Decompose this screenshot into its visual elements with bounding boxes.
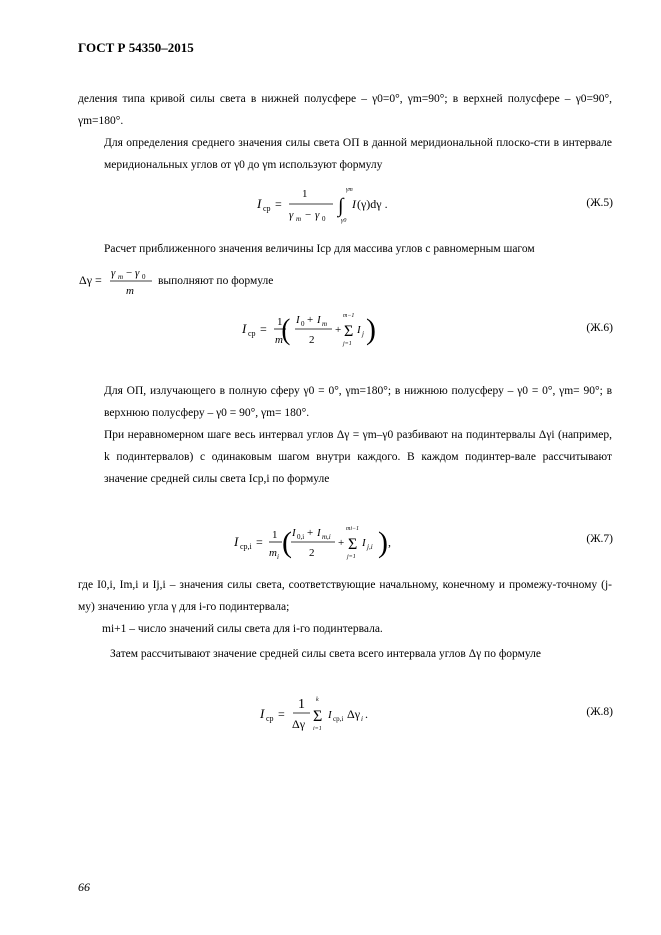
svg-text:i=1: i=1 xyxy=(313,726,322,732)
formula-delta-gamma xyxy=(78,262,158,298)
svg-text:0: 0 xyxy=(322,215,326,223)
svg-text:γ: γ xyxy=(111,267,116,279)
svg-text:ср,i: ср,i xyxy=(240,542,252,551)
svg-text:I: I xyxy=(296,314,300,326)
paragraph-1: деления типа кривой силы света в нижней полусфере – γ0=0°, γm=90°; в верхней полусфере – γ0=90°, γm=180°. xyxy=(78,93,612,127)
svg-text:ср: ср xyxy=(266,714,274,723)
svg-text:I: I xyxy=(234,534,239,549)
svg-text:): ) xyxy=(378,526,388,559)
svg-text:=: = xyxy=(256,535,263,549)
svg-text:=: = xyxy=(260,322,267,336)
svg-text:Σ: Σ xyxy=(313,708,323,725)
svg-text:1: 1 xyxy=(298,697,305,712)
svg-text:j=1: j=1 xyxy=(343,341,352,347)
svg-text:∫: ∫ xyxy=(338,195,344,217)
svg-text:γ: γ xyxy=(135,267,140,279)
paragraph-8: Затем рассчитывают значение средней силы света всего интервала углов Δγ по формуле xyxy=(110,648,541,660)
svg-text:1: 1 xyxy=(277,316,283,328)
svg-text:m: m xyxy=(322,320,328,328)
svg-text:j=1: j=1 xyxy=(347,554,356,560)
svg-text:I: I xyxy=(317,314,321,326)
equation-number-zh5: (Ж.5) xyxy=(586,197,613,209)
svg-text:,: , xyxy=(388,535,391,549)
paragraph-3b: выполняют по формуле xyxy=(158,275,274,287)
svg-text:m: m xyxy=(118,273,124,281)
svg-text:(: ( xyxy=(281,313,291,347)
svg-text:.: . xyxy=(365,707,368,721)
svg-text:I: I xyxy=(292,527,296,539)
svg-text:2: 2 xyxy=(309,547,315,559)
svg-text:−: − xyxy=(126,267,133,279)
svg-text:I: I xyxy=(357,324,361,336)
svg-text:m: m xyxy=(296,215,302,223)
formula-zh7 xyxy=(232,518,412,566)
svg-text:γ: γ xyxy=(315,209,320,221)
svg-text:Δγ =: Δγ = xyxy=(79,273,102,287)
svg-text:+: + xyxy=(307,527,314,539)
svg-text:mi−1: mi−1 xyxy=(346,526,360,532)
svg-text:Δγ: Δγ xyxy=(292,717,306,731)
svg-text:m: m xyxy=(269,547,277,559)
svg-text:j: j xyxy=(362,330,364,338)
svg-text:I: I xyxy=(242,321,247,336)
svg-text:γm: γm xyxy=(346,187,353,193)
formula-zh8 xyxy=(258,690,398,738)
svg-text:i: i xyxy=(277,553,279,561)
svg-text:Σ: Σ xyxy=(344,323,354,340)
equation-number-zh6: (Ж.6) xyxy=(586,322,613,334)
document-header: ГОСТ Р 54350–2015 xyxy=(78,40,194,55)
svg-text:+: + xyxy=(338,537,345,549)
svg-text:+: + xyxy=(335,324,342,336)
svg-text:I: I xyxy=(328,709,332,721)
paragraph-2: Для определения среднего значения силы света ОП в данной меридиональной плоско-сти в интервале меридиональных углов от γ0 до γm используют формулу xyxy=(104,137,612,171)
paragraph-6: где I0,i, Im,i и Ij,i – значения силы света, соответствующие начальному, конечному и промежу-точному (j-му) значению угла γ для i-го подинтервала; xyxy=(78,579,612,613)
svg-text:i: i xyxy=(361,715,363,723)
svg-text:0: 0 xyxy=(301,320,305,328)
svg-text:k: k xyxy=(316,697,319,703)
svg-text:I: I xyxy=(317,527,321,539)
svg-text:−: − xyxy=(305,209,312,221)
svg-text:γ0: γ0 xyxy=(341,218,347,224)
svg-text:j,i: j,i xyxy=(367,543,373,551)
equation-number-zh7: (Ж.7) xyxy=(586,533,613,545)
svg-text:Σ: Σ xyxy=(348,536,358,553)
svg-text:ср,i: ср,i xyxy=(333,715,344,723)
svg-text:I: I xyxy=(260,706,265,721)
svg-text:I: I xyxy=(257,196,262,211)
svg-text:): ) xyxy=(366,313,376,346)
svg-text:m−1: m−1 xyxy=(343,313,355,319)
svg-text:m,i: m,i xyxy=(322,533,331,541)
svg-text:ср: ср xyxy=(263,204,271,213)
svg-text:0: 0 xyxy=(142,273,146,281)
svg-text:ср: ср xyxy=(248,329,256,338)
svg-text:1: 1 xyxy=(272,529,278,541)
svg-text:I: I xyxy=(362,537,366,549)
equation-number-zh8: (Ж.8) xyxy=(586,706,613,718)
svg-text:m: m xyxy=(126,285,134,297)
svg-text:0,i: 0,i xyxy=(297,533,305,541)
svg-text:(γ)dγ .: (γ)dγ . xyxy=(357,197,388,211)
svg-text:+: + xyxy=(307,314,314,326)
svg-text:γ: γ xyxy=(289,209,294,221)
svg-text:=: = xyxy=(275,197,282,211)
svg-text:I: I xyxy=(352,197,356,211)
paragraph-4: Для ОП, излучающего в полную сферу γ0 = 0°, γm=180°; в нижнюю полусферу – γ0 = 0°, γm= 90°; в верхнюю полусферу – γ0 = 90°, γm= 180°. xyxy=(104,385,612,419)
svg-text:Δγ: Δγ xyxy=(347,707,361,721)
paragraph-7: mi+1 – число значений силы света для i-го подинтервала. xyxy=(102,623,383,635)
formula-zh5 xyxy=(255,182,395,226)
formula-zh6 xyxy=(240,305,390,353)
paragraph-5: При неравномерном шаге весь интервал углов Δγ = γm–γ0 разбивают на подинтервалы Δγi (например, k подинтервалов) с одинаковым шагом внутри каждого. В каждом подинтер-вале рассчитывают значение средней силы света Iср,i по формуле xyxy=(104,429,612,485)
page-number: 66 xyxy=(78,880,90,894)
svg-text:(: ( xyxy=(282,526,292,559)
svg-text:m: m xyxy=(275,334,283,346)
svg-text:1: 1 xyxy=(302,188,308,200)
paragraph-3a: Расчет приближенного значения величины Iср для массива углов с равномерным шагом xyxy=(104,243,535,255)
svg-text:2: 2 xyxy=(309,334,315,346)
svg-text:=: = xyxy=(278,707,285,721)
